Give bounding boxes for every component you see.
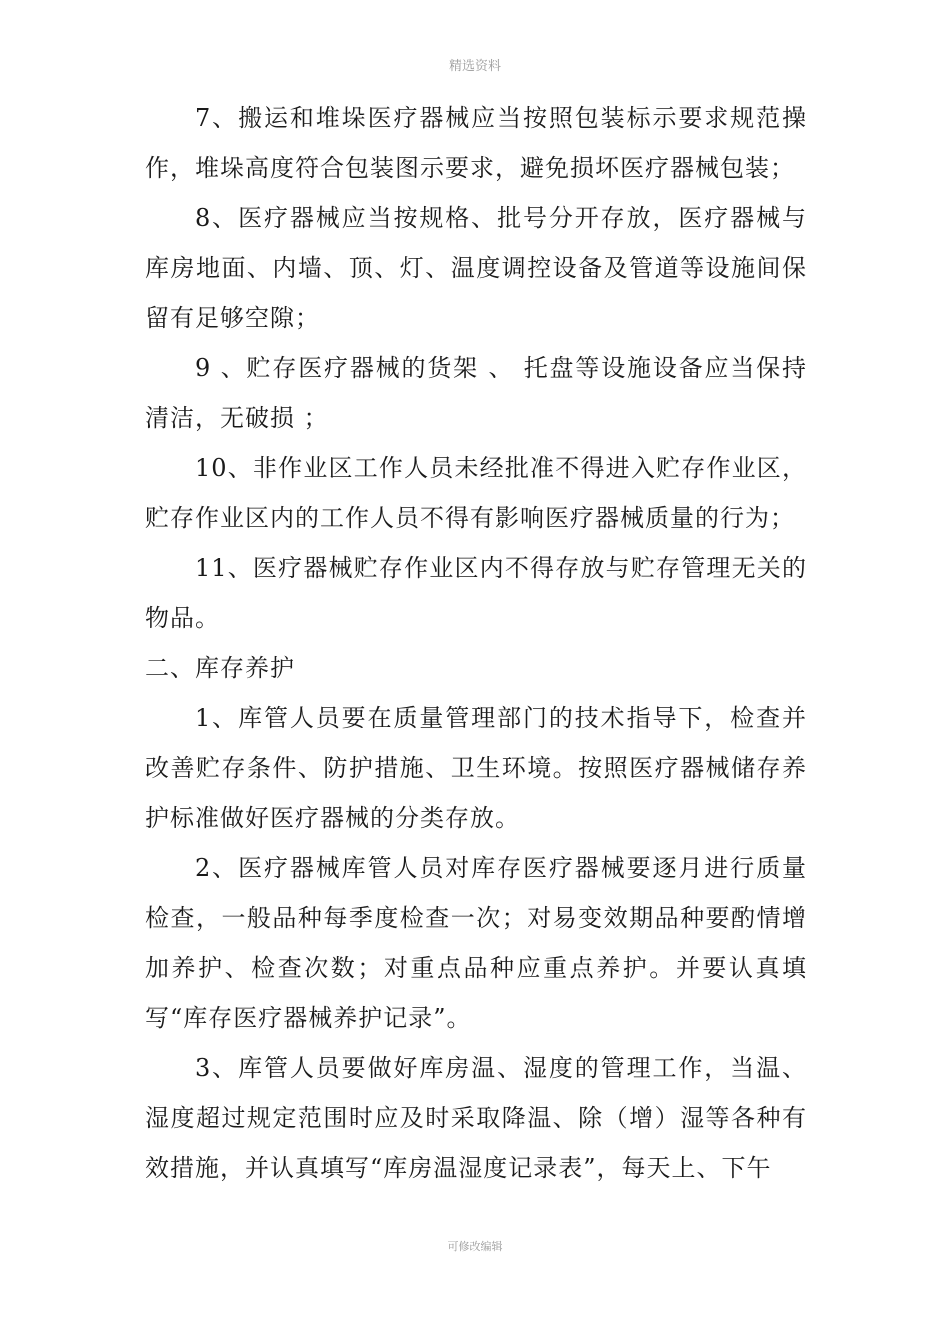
paragraph-item-8: 8、医疗器械应当按规格、批号分开存放，医疗器械与库房地面、内墙、顶、灯、温度调控设备及管道等设施间保留有足够空隙； [145, 204, 807, 332]
page-header: 精选资料 [448, 59, 501, 74]
paragraph-maintenance-1: 1、库管人员要在质量管理部门的技术指导下，检查并改善贮存条件、防护措施、卫生环境。按照医疗器械储存养护标准做好医疗器械的分类存放。 [145, 704, 807, 832]
document-body [145, 93, 807, 1193]
paragraph-item-11: 11、医疗器械贮存作业区内不得存放与贮存管理无关的物品。 [145, 554, 807, 632]
paragraph-item-10: 10、非作业区工作人员未经批准不得进入贮存作业区，贮存作业区内的工作人员不得有影响医疗器械质量的行为； [145, 454, 807, 532]
paragraph-item-7: 7、搬运和堆垛医疗器械应当按照包装标示要求规范操作，堆垛高度符合包装图示要求，避免损坏医疗器械包装； [145, 104, 807, 182]
section-heading-inventory-maintenance: 二、库存养护 [145, 654, 295, 682]
paragraph-item-9: 9 、贮存医疗器械的货架 、 托盘等设施设备应当保持清洁，无破损 ； [145, 354, 807, 432]
paragraph-maintenance-2: 2、医疗器械库管人员对库存医疗器械要逐月进行质量检查，一般品种每季度检查一次；对易变效期品种要酌情增加养护、检查次数；对重点品种应重点养护。并要认真填写“库存医疗器械养护记录”。 [145, 854, 807, 1032]
page-footer: 可修改编辑 [447, 1240, 503, 1253]
paragraph-maintenance-3: 3、库管人员要做好库房温、湿度的管理工作，当温、湿度超过规定范围时应及时采取降温、除（增）湿等各种有效措施，并认真填写“库房温湿度记录表”，每天上、下午 [145, 1054, 807, 1182]
